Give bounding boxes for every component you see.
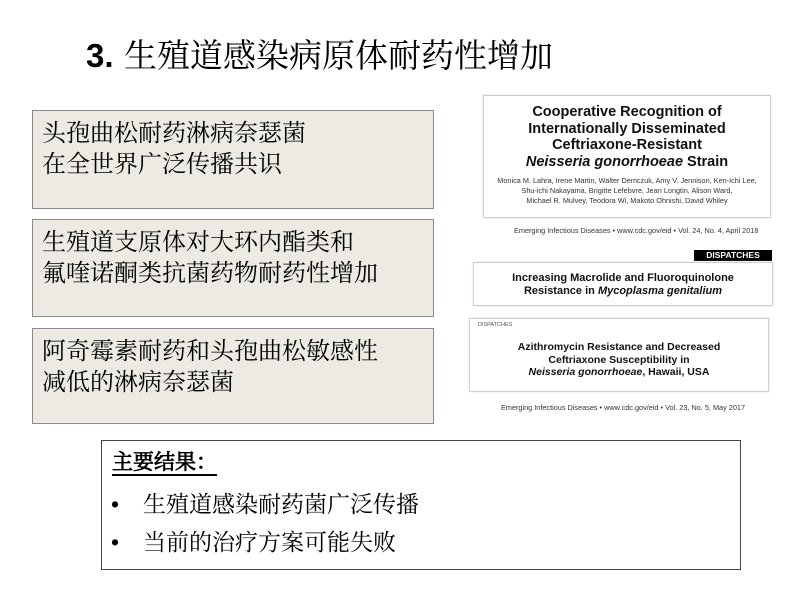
paper-title-line bbox=[484, 154, 770, 171]
paper-title-tail: , Hawaii, USA bbox=[642, 366, 710, 378]
paper-title-prefix: Resistance in bbox=[523, 285, 598, 297]
dispatches-label: DISPATCHES bbox=[694, 250, 772, 261]
bullet-icon: • bbox=[111, 529, 120, 555]
finding-box-mycoplasma bbox=[32, 219, 434, 317]
paper-title-line: Increasing Macrolide and Fluoroquinolone bbox=[512, 272, 734, 284]
paper-snippet-ceftriaxone bbox=[483, 95, 771, 218]
bullet-icon: • bbox=[111, 491, 120, 517]
paper-citation: Emerging Infectious Diseases • www.cdc.gov/eid • Vol. 24, No. 4, April 2018 bbox=[514, 226, 759, 235]
paper-title-line: Ceftriaxone Susceptibility in bbox=[548, 353, 690, 366]
finding-box-ceftriaxone bbox=[32, 110, 434, 209]
result-text: 当前的治疗方案可能失败 bbox=[143, 530, 396, 556]
result-text: 生殖道感染耐药菌广泛传播 bbox=[143, 492, 419, 518]
organism-name: Mycoplasma genitalium bbox=[597, 285, 723, 297]
paper-title-line bbox=[474, 285, 772, 298]
paper-snippet-mycoplasma bbox=[473, 262, 773, 306]
paper-title-line bbox=[470, 366, 768, 379]
finding-line: 生殖道支原体对大环内酯类和 bbox=[42, 228, 354, 256]
finding-line: 头孢曲松耐药淋病奈瑟菌 bbox=[42, 119, 306, 147]
finding-line: 在全世界广泛传播共识 bbox=[42, 150, 282, 178]
result-item bbox=[111, 489, 419, 520]
paper-title bbox=[470, 341, 768, 379]
organism-name: Neisseria gonorrhoeae bbox=[528, 366, 643, 378]
authors-line: Michael R. Mulvey, Teodora Wi, Makoto Ohnishi, David Whiley bbox=[526, 196, 728, 205]
paper-snippet-azithromycin bbox=[469, 318, 769, 392]
authors-line: Monica M. Lahra, Irene Martin, Walter Demczuk, Amy V. Jennison, Ken-Ichi Lee, bbox=[497, 176, 757, 185]
authors-line: Shu-ichi Nakayama, Brigitte Lefebvre, Jean Longtin, Alison Ward, bbox=[521, 186, 733, 195]
paper-authors bbox=[484, 176, 770, 206]
paper-citation: Emerging Infectious Diseases • www.cdc.gov/eid • Vol. 23, No. 5, May 2017 bbox=[501, 403, 746, 412]
paper-title-line: Ceftriaxone-Resistant bbox=[552, 137, 702, 153]
result-item bbox=[111, 527, 396, 558]
slide-title bbox=[86, 34, 726, 78]
finding-line: 减低的淋病奈瑟菌 bbox=[42, 368, 234, 396]
finding-line: 阿奇霉素耐药和头孢曲松敏感性 bbox=[42, 337, 378, 365]
finding-box-azithromycin bbox=[32, 328, 434, 424]
paper-title-line: Azithromycin Resistance and Decreased bbox=[517, 341, 721, 353]
paper-title bbox=[474, 272, 772, 298]
finding-line: 氟喹诺酮类抗菌药物耐药性增加 bbox=[42, 259, 378, 287]
dispatches-label: DISPATCHES bbox=[478, 322, 513, 328]
title-number: 3. bbox=[86, 37, 114, 74]
main-results-box bbox=[101, 440, 741, 570]
paper-title-line: Internationally Disseminated bbox=[528, 120, 726, 137]
results-heading: 主要结果： bbox=[112, 450, 217, 474]
paper-title bbox=[484, 104, 770, 170]
paper-title-tail: Strain bbox=[683, 153, 729, 170]
organism-name: Neisseria gonorrhoeae bbox=[525, 153, 684, 170]
paper-title-line: Cooperative Recognition of bbox=[532, 104, 722, 120]
title-text: 生殖道感染病原体耐药性增加 bbox=[124, 36, 554, 75]
